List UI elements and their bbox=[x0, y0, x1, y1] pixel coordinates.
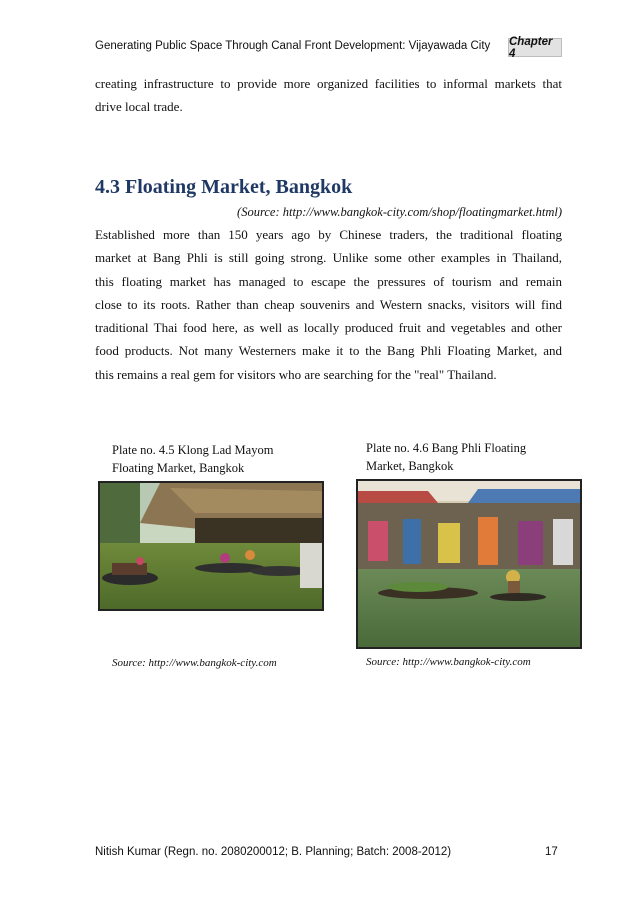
section-source: (Source: http://www.bangkok-city.com/shop/floatingmarket.html) bbox=[237, 205, 562, 219]
plate-photo-klong-lad-mayom bbox=[98, 481, 324, 611]
intro-line: creating infrastructure to provide more organized facilities to informal markets that bbox=[95, 76, 562, 91]
body-line: close to its roots. Rather than cheap souvenirs and Western snacks, visitors will find bbox=[95, 296, 562, 312]
section-body bbox=[95, 223, 562, 386]
intro-paragraph bbox=[95, 72, 562, 119]
plate-photo-bang-phli bbox=[356, 479, 582, 649]
running-header: Generating Public Space Through Canal Front Development: Vijayawada City bbox=[95, 40, 491, 52]
plate-source: Source: http://www.bangkok-city.com bbox=[366, 656, 531, 668]
body-line: food products. Not many Westerners make it to the Bang Phli Floating Market, and bbox=[95, 343, 562, 359]
body-line: this remains a real gem for visitors who are searching for the "real" Thailand. bbox=[95, 366, 497, 382]
plate-caption bbox=[112, 441, 332, 477]
plate-caption-line: Plate no. 4.5 Klong Lad Mayom bbox=[112, 443, 274, 457]
plate-caption-line: Plate no. 4.6 Bang Phli Floating bbox=[366, 441, 527, 455]
plate-caption bbox=[366, 439, 566, 475]
intro-line: drive local trade. bbox=[95, 99, 183, 115]
page-number: 17 bbox=[545, 846, 558, 858]
body-line: Established more than 150 years ago by Chinese traders, the traditional floating bbox=[95, 227, 562, 242]
section-title: 4.3 Floating Market, Bangkok bbox=[95, 176, 353, 198]
body-line: market at Bang Phli is still going strong. Unlike some other examples in Thailand, bbox=[95, 250, 562, 266]
chapter-badge: Chapter 4 bbox=[508, 38, 562, 57]
body-line: traditional Thai food here, as well as locally produced fruit and vegetables and other bbox=[95, 320, 562, 336]
plate-source: Source: http://www.bangkok-city.com bbox=[112, 657, 277, 669]
body-line: this floating market has managed to escape the pressures of tourism and remain bbox=[95, 273, 562, 289]
footer-author-line: Nitish Kumar (Regn. no. 2080200012; B. Planning; Batch: 2008-2012) bbox=[95, 846, 452, 858]
plate-caption-line: Floating Market, Bangkok bbox=[112, 461, 245, 475]
plate-caption-line: Market, Bangkok bbox=[366, 459, 454, 473]
